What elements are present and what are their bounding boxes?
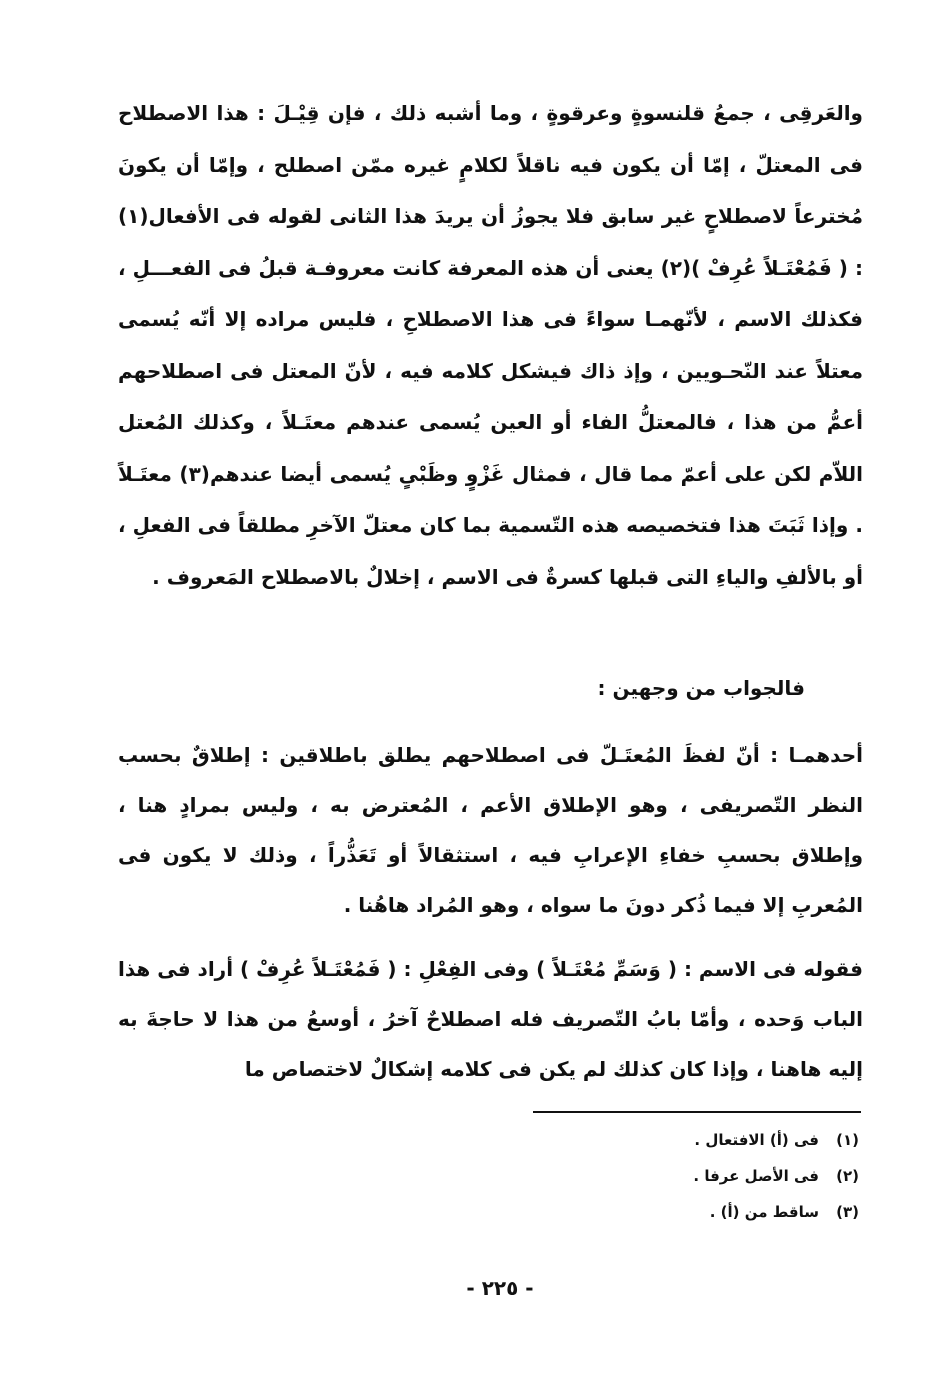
footnote-number: (١) <box>836 1131 859 1149</box>
answer-heading: فالجواب من وجهين : <box>597 676 805 700</box>
footnote-3 <box>693 1194 859 1230</box>
footnote-separator <box>533 1111 861 1113</box>
footnote-number: (٣) <box>836 1203 859 1221</box>
paragraph-first-answer: أحدهمـا : أنّ لفظَ المُعتَـلّ فى اصطلاحهم يطلق باطلاقين : إطلاقٌ بحسب النظر التّصريفى ، وهو الإطلاق الأعم ، المُعترض به ، وليس بمرادٍ هنا ، وإطلاق بحسبِ خفاءِ الإعرابِ فيه ، استثقالاً أو تَعَذُّراً ، وذلك لا يكون فى المُعربِ إلا فيما ذُكر دونَ ما سواه ، وهو المُراد هاهُنا . <box>118 743 863 917</box>
footnote-text: ساقط من (أ) . <box>709 1203 819 1221</box>
paragraph-continuation: فقوله فى الاسم : ( وَسَمِّ مُعْتَـلاً ) وفى الفِعْلِ : ( فَمُعْتَـلاً عُرِفْ ) أراد فى هذا الباب وَحده ، وأمّا بابُ التّصريف فله اصطلاحٌ آخرُ ، أوسعُ من هذا لا حاجةَ به إليه هاهنا ، وإذا كان كذلك لم يكن فى كلامه إشكالٌ لاختصاص ما <box>118 957 863 1081</box>
footnotes <box>693 1122 859 1230</box>
footnote-1 <box>693 1122 859 1158</box>
footnote-text: فى الأصل عرفا . <box>693 1167 819 1185</box>
footnote-number: (٢) <box>836 1167 859 1185</box>
footnote-text: فى (أ) الافتعال . <box>694 1131 819 1149</box>
paragraph-objection: والعَرقِى ، جمعُ قلنسوةٍ وعرقوةٍ ، وما أشبه ذلك ، فإن قِيْـلَ : هذا الاصطلاح فى المعتلّ ، إمّا أن يكون فيه ناقلاً لكلامٍ غيره ممّن اصطلح ، وإمّا أن يكونَ مُخترعاً لاصطلاحٍ غير سابق فلا يجوزُ أن يريدَ هذا الثانى لقوله فى الأفعال(١) : ( فَمُعْتَـلاً عُرِفْ )(٢) يعنى أن هذه المعرفة كانت معروفـة قبلُ فى الفعـــلِ ، فكذلك الاسم ، لأنّهمـا سواءً فى هذا الاصطلاحِ ، فليس مراده إلا أنّه يُسمى معتلاً عند النّحـويين ، وإذ ذاك فيشكل كلامه فيه ، لأنّ المعتل فى اصطلاحهم أعمُّ من هذا ، فالمعتلُّ الفاء أو العين يُسمى عندهم معتَـلاً ، وكذلك المُعتل اللاّم لكن على أعمّ مما قال ، فمثال غَزْوٍ وظَبْىٍ يُسمى أيضا عندهم(٣) معتَـلاً . وإذا ثَبَتَ هذا فتخصيصه هذه التّسمية بما كان معتلّ الآخرِ مطلقاً فى الفعلِ ، أو بالألفِ والياءِ التى قبلها كسرةٌ فى الاسم ، إخلالٌ بالاصطلاح المَعروف . <box>118 101 863 589</box>
page-number: - ٢٢٥ - <box>466 1276 534 1300</box>
footnote-2 <box>693 1158 859 1194</box>
